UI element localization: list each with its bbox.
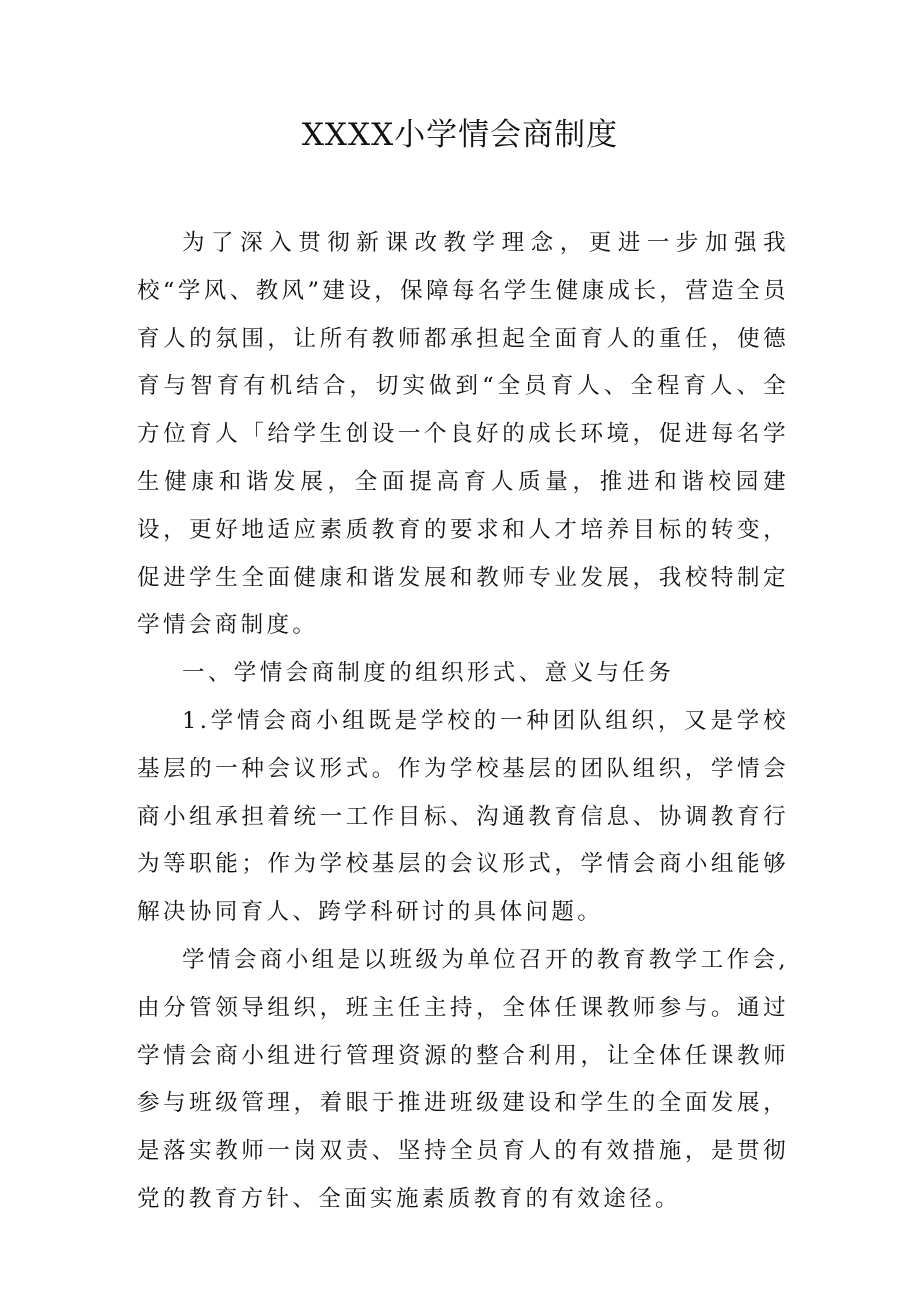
section-heading-1: 一、学情会商制度的组织形式、意义与任务 — [182, 660, 675, 687]
document-title: XXXX小学情会商制度 — [301, 117, 619, 153]
document-body — [137, 220, 789, 1224]
paragraph-intro: 为了深入贯彻新课改教学理念，更进一步加强我校“学风、教风”建设，保障每名学生健康成长，营造全员育人的氛围，让所有教师都承担起全面育人的重任，使德育与智育有机结合，切实做到“全员育人、全程育人、全方位育人「给学生创设一个良好的成长环境，促进每名学生健康和谐发展，全面提高育人质量，推进和谐校园建设，更好地适应素质教育的要求和人才培养目标的转变，促进学生全面健康和谐发展和教师专业发展，我校特制定学情会商制度。 — [137, 230, 789, 639]
paragraph-group-description: 学情会商小组是以班级为单位召开的教育教学工作会,由分管领导组织，班主任主持，全体任课教师参与。通过学情会商小组进行管理资源的整合利用，让全体任课教师参与班级管理，着眼于推进班级建设和学生的全面发展，是落实教师一岗双责、坚持全员育人的有效措施，是贯彻党的教育方针、全面实施素质教育的有效途径。 — [137, 946, 789, 1212]
paragraph-item-1: 1.学情会商小组既是学校的一种团队组织，又是学校基层的一种会议形式。作为学校基层的团队组织，学情会商小组承担着统一工作目标、沟通教育信息、协调教育行为等职能；作为学校基层的会议形式，学情会商小组能够解决协同育人、跨学科研讨的具体问题。 — [137, 707, 789, 926]
